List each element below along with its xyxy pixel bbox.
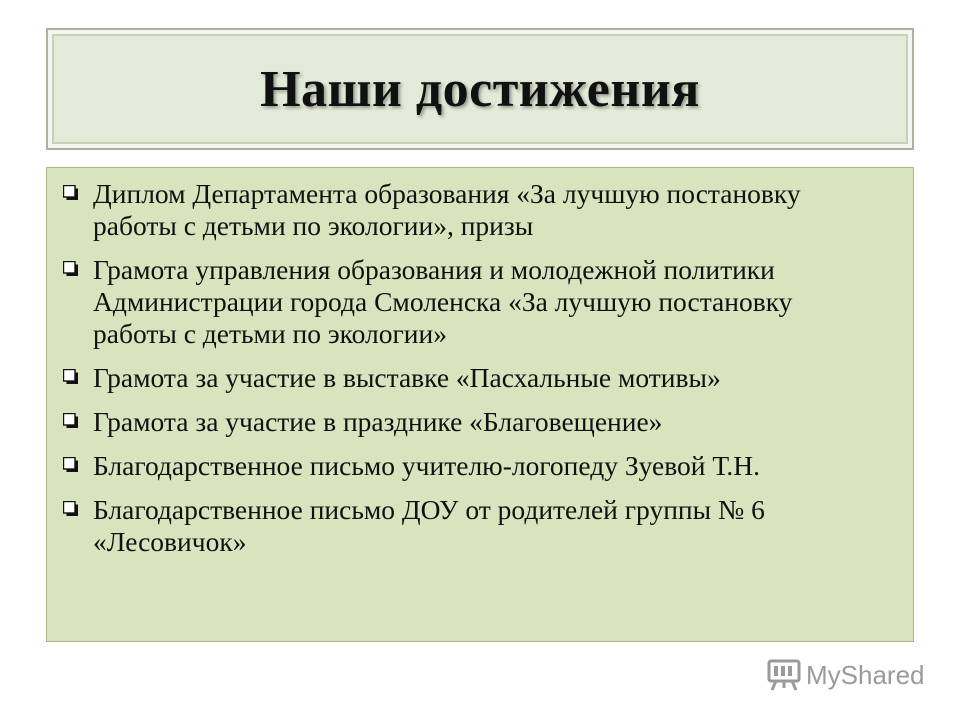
list-item-text: Грамота управления образования и молодежной политики Администрации города Смоленска «За лучшую постановку работы с детьми по экологии» — [93, 254, 793, 349]
slide-title: Наши достижения — [260, 60, 700, 118]
list-item — [61, 362, 883, 394]
list-item-text: Грамота за участие в выставке «Пасхальные мотивы» — [93, 362, 721, 393]
checkbox-bullet-icon — [63, 185, 79, 201]
list-item-text: Грамота за участие в празднике «Благовещение» — [93, 406, 663, 437]
presentation-board-icon — [766, 657, 802, 693]
watermark-text: MyShared — [806, 659, 925, 690]
checkbox-bullet-icon — [63, 413, 79, 429]
checkbox-bullet-icon — [63, 261, 79, 277]
content-panel — [46, 167, 914, 642]
list-item-text: Благодарственное письмо ДОУ от родителей группы № 6 «Лесовичок» — [93, 494, 765, 557]
list-item — [61, 406, 883, 438]
list-item — [61, 450, 883, 482]
checkbox-bullet-icon — [63, 501, 79, 517]
title-banner — [46, 28, 914, 150]
myshared-watermark — [766, 655, 925, 695]
list-item-text: Благодарственное письмо учителю-логопеду Зуевой Т.Н. — [93, 450, 761, 481]
checkbox-bullet-icon — [63, 369, 79, 385]
achievements-list — [61, 178, 883, 558]
list-item — [61, 178, 883, 242]
checkbox-bullet-icon — [63, 457, 79, 473]
list-item — [61, 494, 883, 558]
list-item-text: Диплом Департамента образования «За лучшую постановку работы с детьми по экологии», призы — [93, 178, 801, 241]
list-item — [61, 254, 883, 350]
